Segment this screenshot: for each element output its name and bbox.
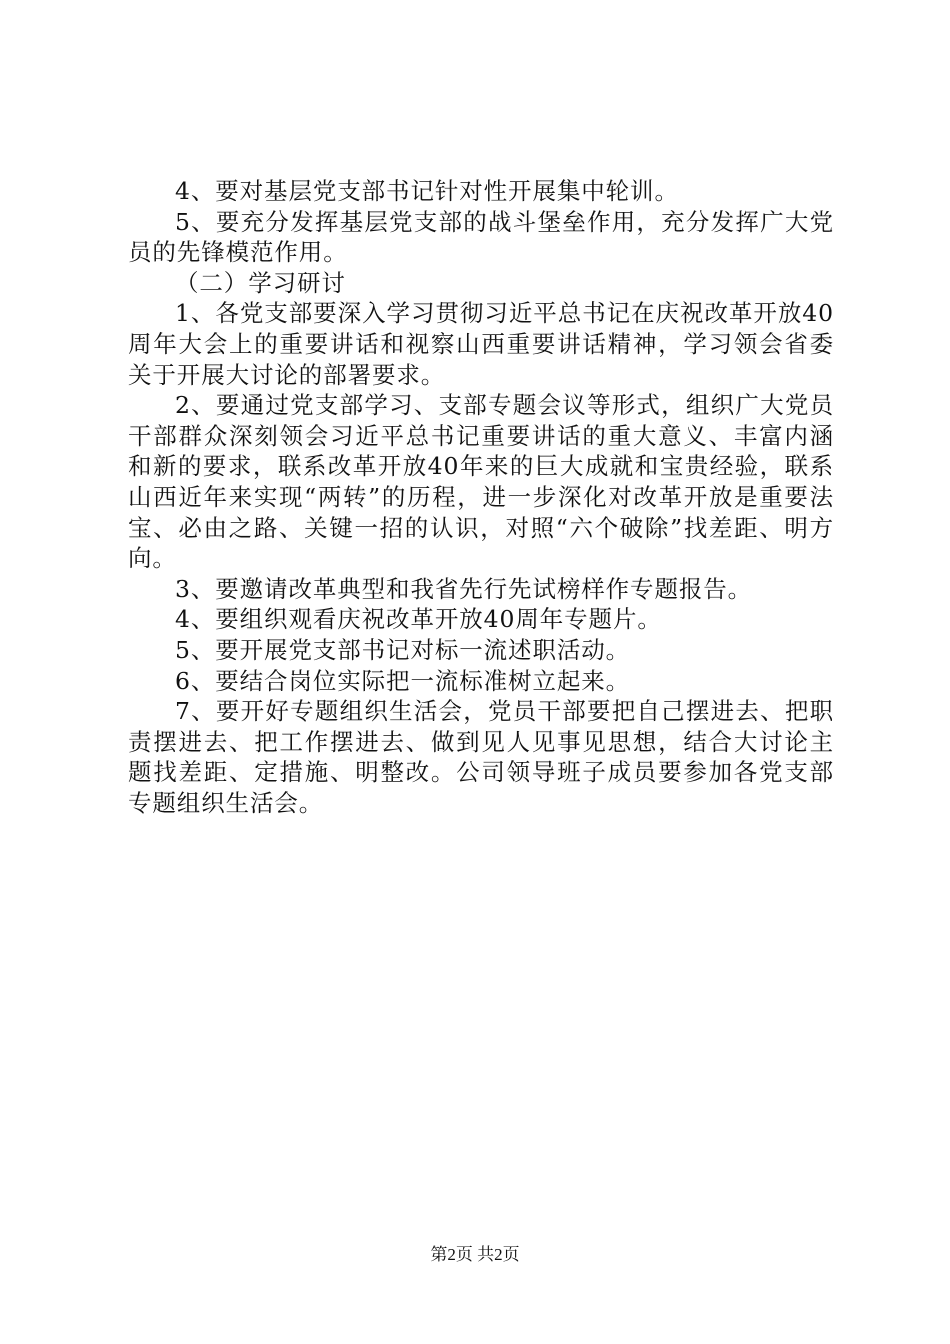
paragraph-study-5: 5、要开展党支部书记对标一流述职活动。 <box>175 635 631 664</box>
page-number-footer: 第2页 共2页 <box>430 1245 520 1264</box>
paragraph-study-4: 4、要组织观看庆祝改革开放40周年专题片。 <box>175 605 662 634</box>
paragraph-study-6: 6、要结合岗位实际把一流标准树立起来。 <box>175 666 631 695</box>
paragraph-study-1: 1、各党支部要深入学习贯彻习近平总书记在庆祝改革开放40周年大会上的重要讲话和视察山西重要讲话精神，学习领会省委关于开展大讨论的部署要求。 <box>128 299 834 389</box>
paragraph-study-3: 3、要邀请改革典型和我省先行先试榜样作专题报告。 <box>175 574 753 603</box>
paragraph-study-7: 7、要开好专题组织生活会，党员干部要把自己摆进去、把职责摆进去、把工作摆进去、做到见人见事见思想，结合大讨论主题找差距、定措施、明整改。公司领导班子成员要参加各党支部专题组织生活会。 <box>128 697 834 817</box>
document-body <box>128 176 834 818</box>
paragraph-study-2: 2、要通过党支部学习、支部专题会议等形式，组织广大党员干部群众深刻领会习近平总书记重要讲话的重大意义、丰富内涵和新的要求，联系改革开放40年来的巨大成就和宝贵经验，联系山西近年来实现“两转”的历程，进一步深化对改革开放是重要法宝、必由之路、关键一招的认识，对照“六个破除”找差距、明方向。 <box>128 391 834 573</box>
paragraph-item-5-role: 5、要充分发挥基层党支部的战斗堡垒作用，充分发挥广大党员的先锋模范作用。 <box>128 207 834 267</box>
paragraph-item-4-training: 4、要对基层党支部书记针对性开展集中轮训。 <box>175 177 679 205</box>
section-heading-study: （二）学习研讨 <box>175 268 346 297</box>
